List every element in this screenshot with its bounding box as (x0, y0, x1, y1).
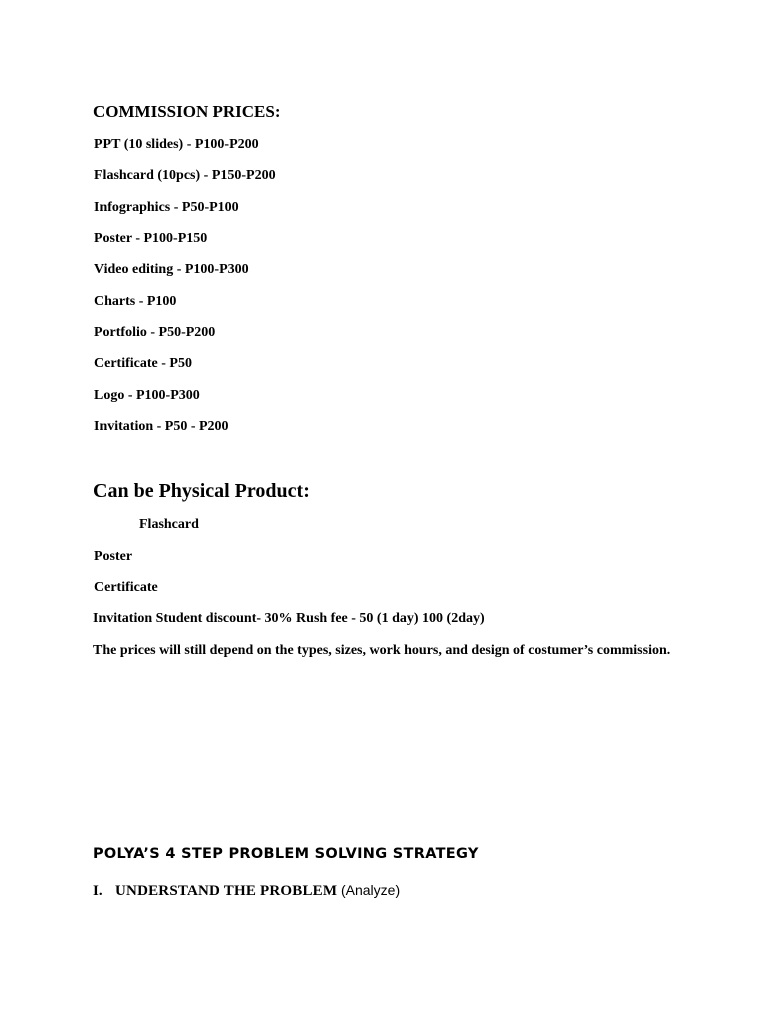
pricing-note: The prices will still depend on the types, sizes, work hours, and design of costumer’s commission. (93, 643, 671, 658)
physical-item-invitation-discount: Invitation Student discount- 30% Rush fee - 50 (1 day) 100 (2day) (93, 611, 485, 626)
price-item-video-editing: Video editing - P100-P300 (94, 262, 249, 277)
polya-step-1 (93, 882, 400, 900)
price-item-poster: Poster - P100-P150 (94, 231, 208, 246)
price-item-logo: Logo - P100-P300 (94, 388, 200, 403)
step-subtitle: (Analyze) (340, 882, 401, 898)
price-item-charts: Charts - P100 (94, 294, 177, 309)
price-item-infographics: Infographics - P50-P100 (94, 200, 239, 215)
physical-item-poster: Poster (94, 549, 133, 564)
price-item-certificate: Certificate - P50 (94, 356, 192, 371)
physical-item-flashcard: Flashcard (139, 517, 199, 532)
physical-product-heading: Can be Physical Product: (93, 480, 310, 502)
step-title: UNDERSTAND THE PROBLEM (115, 883, 338, 899)
price-item-invitation: Invitation - P50 - P200 (94, 419, 229, 434)
polya-heading: POLYA’S 4 STEP PROBLEM SOLVING STRATEGY (93, 846, 479, 862)
price-item-portfolio: Portfolio - P50-P200 (94, 325, 216, 340)
step-number: I. (93, 883, 103, 899)
commission-heading: COMMISSION PRICES: (93, 102, 281, 121)
physical-item-certificate: Certificate (94, 580, 158, 595)
price-item-flashcard: Flashcard (10pcs) - P150-P200 (94, 168, 276, 183)
price-item-ppt: PPT (10 slides) - P100-P200 (94, 137, 259, 152)
